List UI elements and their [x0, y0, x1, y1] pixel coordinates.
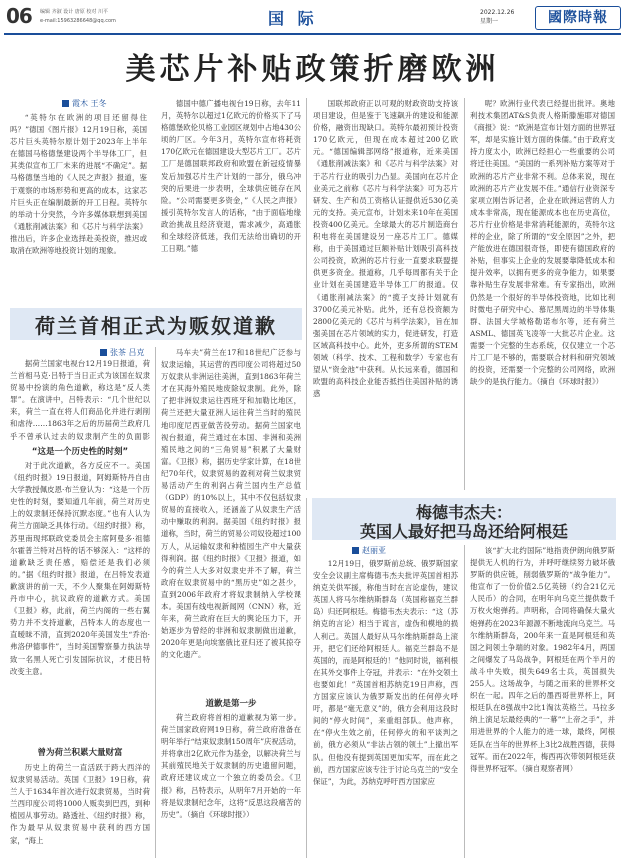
- article1-author: 霞木 王冬: [72, 99, 107, 108]
- article3-headline-line2: 英国人最好把马岛还给阿根廷: [359, 522, 568, 541]
- article2-byline: [100, 347, 145, 358]
- article1-byline: [62, 98, 107, 109]
- article2-subhead-3: 道歉是第一步: [205, 699, 257, 709]
- article3-paragraph: 该“扩大北约国际”地指责伊朗向俄罗斯提供无人机的行为，并呼吁继续努力破坏俄罗斯的供应链，削弱俄罗斯的“战争能力”。他宣布了一份价值2.5亿英镑（约合21亿元人民币）的合同，在明年向乌克兰提供数千万枚火炮弹药。声明称，合同将确保大量火炮弹药在2023年源源不断地流向乌克兰。马尔维纳斯群岛，200年来一直是阿根廷和英国之间领土争端的对象。1982年4月，两国之间爆发了马岛战争，阿根廷在两个半月的战斗中失败，损失649名士兵，英国损失255人。这场战争，与随之而来的世界杯交织在一起。四年之后的墨西哥世界杯上，阿根廷队在8强战中2比1淘汰英格兰。马拉多纳上演足坛最经典的“一幕”“上帝之手”，并用进世界的个人能力的进一球，最终，阿根廷队在当年的世界杯上3比2战胜西德，获得冠军。而在2022年，梅西再次带领阿根廷获得世界杯冠军。（摘自观察者网）: [470, 546, 615, 773]
- column-divider: [306, 498, 307, 858]
- article1-column-2: [161, 98, 301, 300]
- article2-column-2b: [161, 712, 301, 858]
- byline-square-icon: [62, 100, 69, 107]
- main-headline: 美芯片补贴政策折磨欧洲: [125, 52, 500, 87]
- column-divider: [306, 98, 307, 490]
- article2-paragraph: 荷兰政府将首相的道歉视为第一步。荷兰国家政府网19日称，荷兰政府准备在明年举行“结束奴隶制150周年”庆祝活动，并将拿出2亿欧元作为基金，以解决荷兰与其前殖民地关于奴隶制的历史遗留问题，政府还建议成立一个独立的委员会。《卫报》称，吕特表示，从明年7月开始的一年将是奴隶制纪念年，这将“反思这段痛苦的历史”。（摘自《环球时报》）: [161, 713, 301, 819]
- article1-paragraph: 呢？欧洲行业代表已经提出批评。奥地利技术集团AT&S负责人格斯滕施耶对德国《商报》说：“欧洲是宣布计划方面的世界冠军，却是实施计划方面的侏儒。”由于政府支持力度太小，欧洲已经担心一些重要的公司将迁往美国。“美国的一系列补贴方案等对于欧洲的芯片产业非常不利。总体来说，现在欧洲的芯片产业发展不佳。”通信行业资深专家项立刚告诉记者，企业在欧洲运营的人力成本非常高，现在能源成本也在历史高位，芯片行业价格是非常消耗能源的，英特尔这样的企业，除了所谓的“安全原因”之外，把产能放进在德国很奇怪，即使有德国政府的补贴，但事实上企业的发展要靠降低成本和提升效率，以拥有更多的竞争能力，如果要靠补贴生存发展非常难。有专家指出，欧洲仍然是一个很好的半导体投资地，比如比利时微电子研究中心、慕尼黑周边的半导体集群、法国大学城格勒诺布尔等，还有荷兰ASML、德国英飞凌等一大批芯片企业。这需要一个完整的生态系统，仅仅建立一个芯片工厂是不够的，需要联合材料和研究领域的投资，还需要一个完整的公司网络，欧洲缺少的是执行能力。（摘自《环球时报》）: [470, 99, 615, 387]
- byline-square-icon: [100, 349, 107, 356]
- article2-paragraph: 对于此次道歉，各方反应不一。美国《纽约时报》19日报道，阿姆斯特丹自由大学教授佩皮恩·布兰登认为：“这是一个历史性的时刻，要知道几年前，荷兰对历史上的奴隶制还保持沉默态度。”也有人认为荷兰方面缺乏具体行动。《纽约时报》称，苏里南现邦联政党委员会主席阿曼多·祖德尔霍普兰特对吕特的话不够深入：“这样的道歉缺乏责任感，赔偿还是我们必须的。”据《纽约时报》报道，在吕特发表道歉演讲的前一天，不少人聚集在阿姆斯特丹市中心，抗议政府的道歉方式。美国《卫报》称，此前，荷兰内阁的一些右翼势力并不支持道歉，吕特本人的态度也一直暧昧不清，直到2020年美国发生“乔治·弗洛伊德事件”，当时美国警察暴力执法导致一名黑人死亡引发国际抗议，才使吕特改变主意。: [10, 461, 150, 676]
- article2-author: 张茶 吕克: [110, 348, 145, 357]
- article2-paragraph: 据荷兰国家电视台12月19日报道，荷兰首相马克·吕特于当日正式为该国在奴隶贸易中扮演的角色道歉，称这是“反人类罪”。在演讲中，吕特表示：“几个世纪以来，荷兰一直在将人们商品化并进行剥削和虐待……1863年之后的历届荷兰政府几乎不曾承认过去的奴隶制产生的负面影: [10, 359, 150, 441]
- page-number: 06: [6, 4, 32, 28]
- article1-paragraph: 国联邦政府正以可观的财政资助支持该项目建设，但是鉴于飞速飙升的建设和能源价格，融资出现缺口。英特尔最初预计投资170亿欧元，但现在成本超过200亿欧元。“德国编辑部网络”报道称，近来美国《通胀削减法案》和《芯片与科学法案》对于芯片行业的吸引力凸显。美国向在芯片企业美元之前称《芯片与科学法案》可为芯片研发、生产和员工资格认证提供近530亿美元的支持。美元宣布，计划未来10年在美国投资400亿美元。全球最大的芯片制造商台积电将在美国建设另一座芯片工厂。德媒称，由于美国通过巨额补贴计划吸引高科技公司投资，欧洲的芯片行业一直要求联盟提供更多资金。报道称，几乎每周都有关于企业计划在美国建造半导体工厂的报道。仅《通胀削减法案》的“揽子支持计划就有3700亿美元补贴。此外，还有总投资额为2800亿美元的《芯片与科学法案》，旨在加强美国在芯片领域的实力，促进研发，打造区域高科技中心。此外，吏多所谓的STEM领域（科学、技术、工程和数学）专家也有望从“资金池”中获利。从长远来看，德国和欧盟的高科技企业能否抵挡住美国补贴的诱惑: [313, 99, 458, 399]
- contact-email: e-mail:15963286648@qq.com: [40, 18, 116, 24]
- byline-square-icon: [352, 547, 359, 554]
- article1-column-1: [10, 112, 147, 300]
- editor-credits: 编辑 齐淑 设计 唐原 校对 川平: [40, 9, 108, 15]
- article3-column-1: [313, 558, 458, 858]
- column-divider: [464, 98, 465, 490]
- article2-column-2: [161, 347, 301, 691]
- issue-weekday: 星期一: [480, 18, 499, 25]
- article3-byline: [352, 545, 386, 556]
- article2-paragraph: 历史上的荷兰一直活跃于跨大西洋的奴隶贸易活动。英国《卫报》19日称，荷兰人于1634年首次进行奴隶贸易，当时荷兰西印度公司将1000人贩卖到巴西，到种植园从事劳动。路透社、《纽约时报》称，作为最早从奴隶贸易中获利的西方国家，“海上: [10, 763, 150, 845]
- article1-paragraph: 德国中德广播电视台19日称，去年11月，英特尔以超过1亿欧元的价格买下了马格德堡欧伦贝格工业园区规划中占地430公顷的厂区。今年3月，英特尔宣布将耗资170亿欧元在德国建设大型芯片工厂。芯片工厂是德国联邦政府和欧盟在新冠疫情暴发后加强芯片生产计划的一部分，俄乌冲突的后果进一步表明，全球供应链存在风险。“公司需要更多资金，”《人民之声报》援引英特尔发言人的话称，“由于面临地缘政治挑战且经济衰退，需求减少，高通胀和全球经济低迷，我们无法给出确切的开工日期。”德: [161, 99, 301, 254]
- article3-headline-line1: 梅德韦杰夫：: [415, 503, 512, 522]
- article2-column-1b: [10, 460, 150, 740]
- article3-author: 赵丽亚: [362, 546, 386, 555]
- article1-paragraph: “英特尔在欧洲的项目还留得住吗？”德国《图片报》12月19日称，美国芯片巨头英特尔原计划于2023年上半年在德国马格德堡建设两个半导体工厂，但其类似宣布工厂未来的进展“不确定”。据马格德堡当地的《人民之声报》报道，鉴于观察的市场形势和更高的成本，这家芯片巨头正在编制最新的开工日程。英特尔的举动十分突然，今许多媒体联想到美国《通胀削减法案》和《芯片与科学法案》推出后，许多企业选择赴美投资，推迟或取消在欧洲等地投资计划的现象。: [10, 113, 147, 256]
- masthead-logo: 國際時報: [535, 6, 621, 30]
- section-title: 国 际: [268, 9, 318, 28]
- article1-column-3: [313, 98, 458, 490]
- column-divider: [155, 347, 156, 858]
- article2-subhead-1: “这是一个历史性的时刻”: [31, 447, 129, 457]
- article1-column-4: [470, 98, 615, 488]
- column-divider: [464, 545, 465, 858]
- article2-column-1c: [10, 762, 150, 858]
- issue-date: [480, 8, 514, 26]
- header-rule: [4, 33, 621, 35]
- article2-headline: 荷兰首相正式为贩奴道歉: [35, 314, 277, 338]
- issue-date-value: 2022.12.26: [480, 9, 515, 16]
- article3-column-2: [470, 545, 615, 858]
- article2-paragraph: 马车夫”荷兰在17和18世纪广泛参与奴隶运输，其运营的西印度公司将超过50万奴隶从非洲运往美洲，直到1863年荷兰才在其海外殖民地废除奴隶制。此外，除了把非洲奴隶运往西班牙和加勒比地区，荷兰还把大量亚洲人运往荷兰当时的殖民地印度尼西亚做苦役劳动。据荷兰国家电视台报道，荷兰通过在本国、非洲和美洲殖民地之间的“三角贸易”积累了大量财富。《卫报》称，据历史学家计算，在18世纪70年代，奴隶贸易的盈利对荷兰奴隶贸易活动产生的利润占荷兰国内生产总值（GDP）的10%以上，其中不仅包括奴隶贸易的直接收入，还涵盖了从奴隶生产活动中赚取的利润。据美国《纽约时报》报道称，当时，荷兰的贸易公司奴役超过100万人，从运输奴隶和种植园生产中大量获得利润。据《纽约时报》《卫报》报道，如今的荷兰人大多对奴隶史并不了解，荷兰政府在奴隶贸易中的“黑历史”如之甚少，直到2006年政府才将奴隶制纳入学校课本。美国有线电视新闻网（CNN）称，近年来，荷兰政府在巨大的舆论压力下，开始逐步为曾经的非洲和奴隶制做出道歉，2020年更是向埃塞俄比亚归还了被其掠夺的文化遗产。: [161, 348, 301, 660]
- article2-column-1a: [10, 358, 150, 442]
- article2-subhead-2: 曾为荷兰积累大量财富: [37, 748, 123, 758]
- article3-paragraph: 12月19日，俄罗斯前总统、俄罗斯国家安全会议副主席梅德韦杰夫批评英国首相苏纳克关供军援，称他当时在言论虚伪，建议英国人将马尔维纳斯群岛（英国称福克兰群岛）归还阿根廷。梅德韦杰夫表示：“这（苏纳克的言论）相当于谎言，虚伪和模地的损人利己。英国人最好从马尔维纳斯群岛上滚开，把它们还给阿根廷人。福克兰群岛不是英国的，而是阿根廷的！”他同时说，福利根在其外交事件上夺冠，并表示：“在外交领土也要如此！”英国首相苏纳克19日声称，西方国家应该认为俄罗斯发出的任何停火呼吁，都是“毫无意义”的，俄方会利用这段时间的“停火时间”，来重组部队。他声称，在“停火生效之前，任何停火的和平谈判之前，俄方必须从“非法占领的领土”上撤出军队。但他没有提到英国更加实军，而在此之前，西方国家应该专注于讨论乌克兰的“安全保证”，为此，苏纳克呼吁西方国家应: [313, 559, 458, 786]
